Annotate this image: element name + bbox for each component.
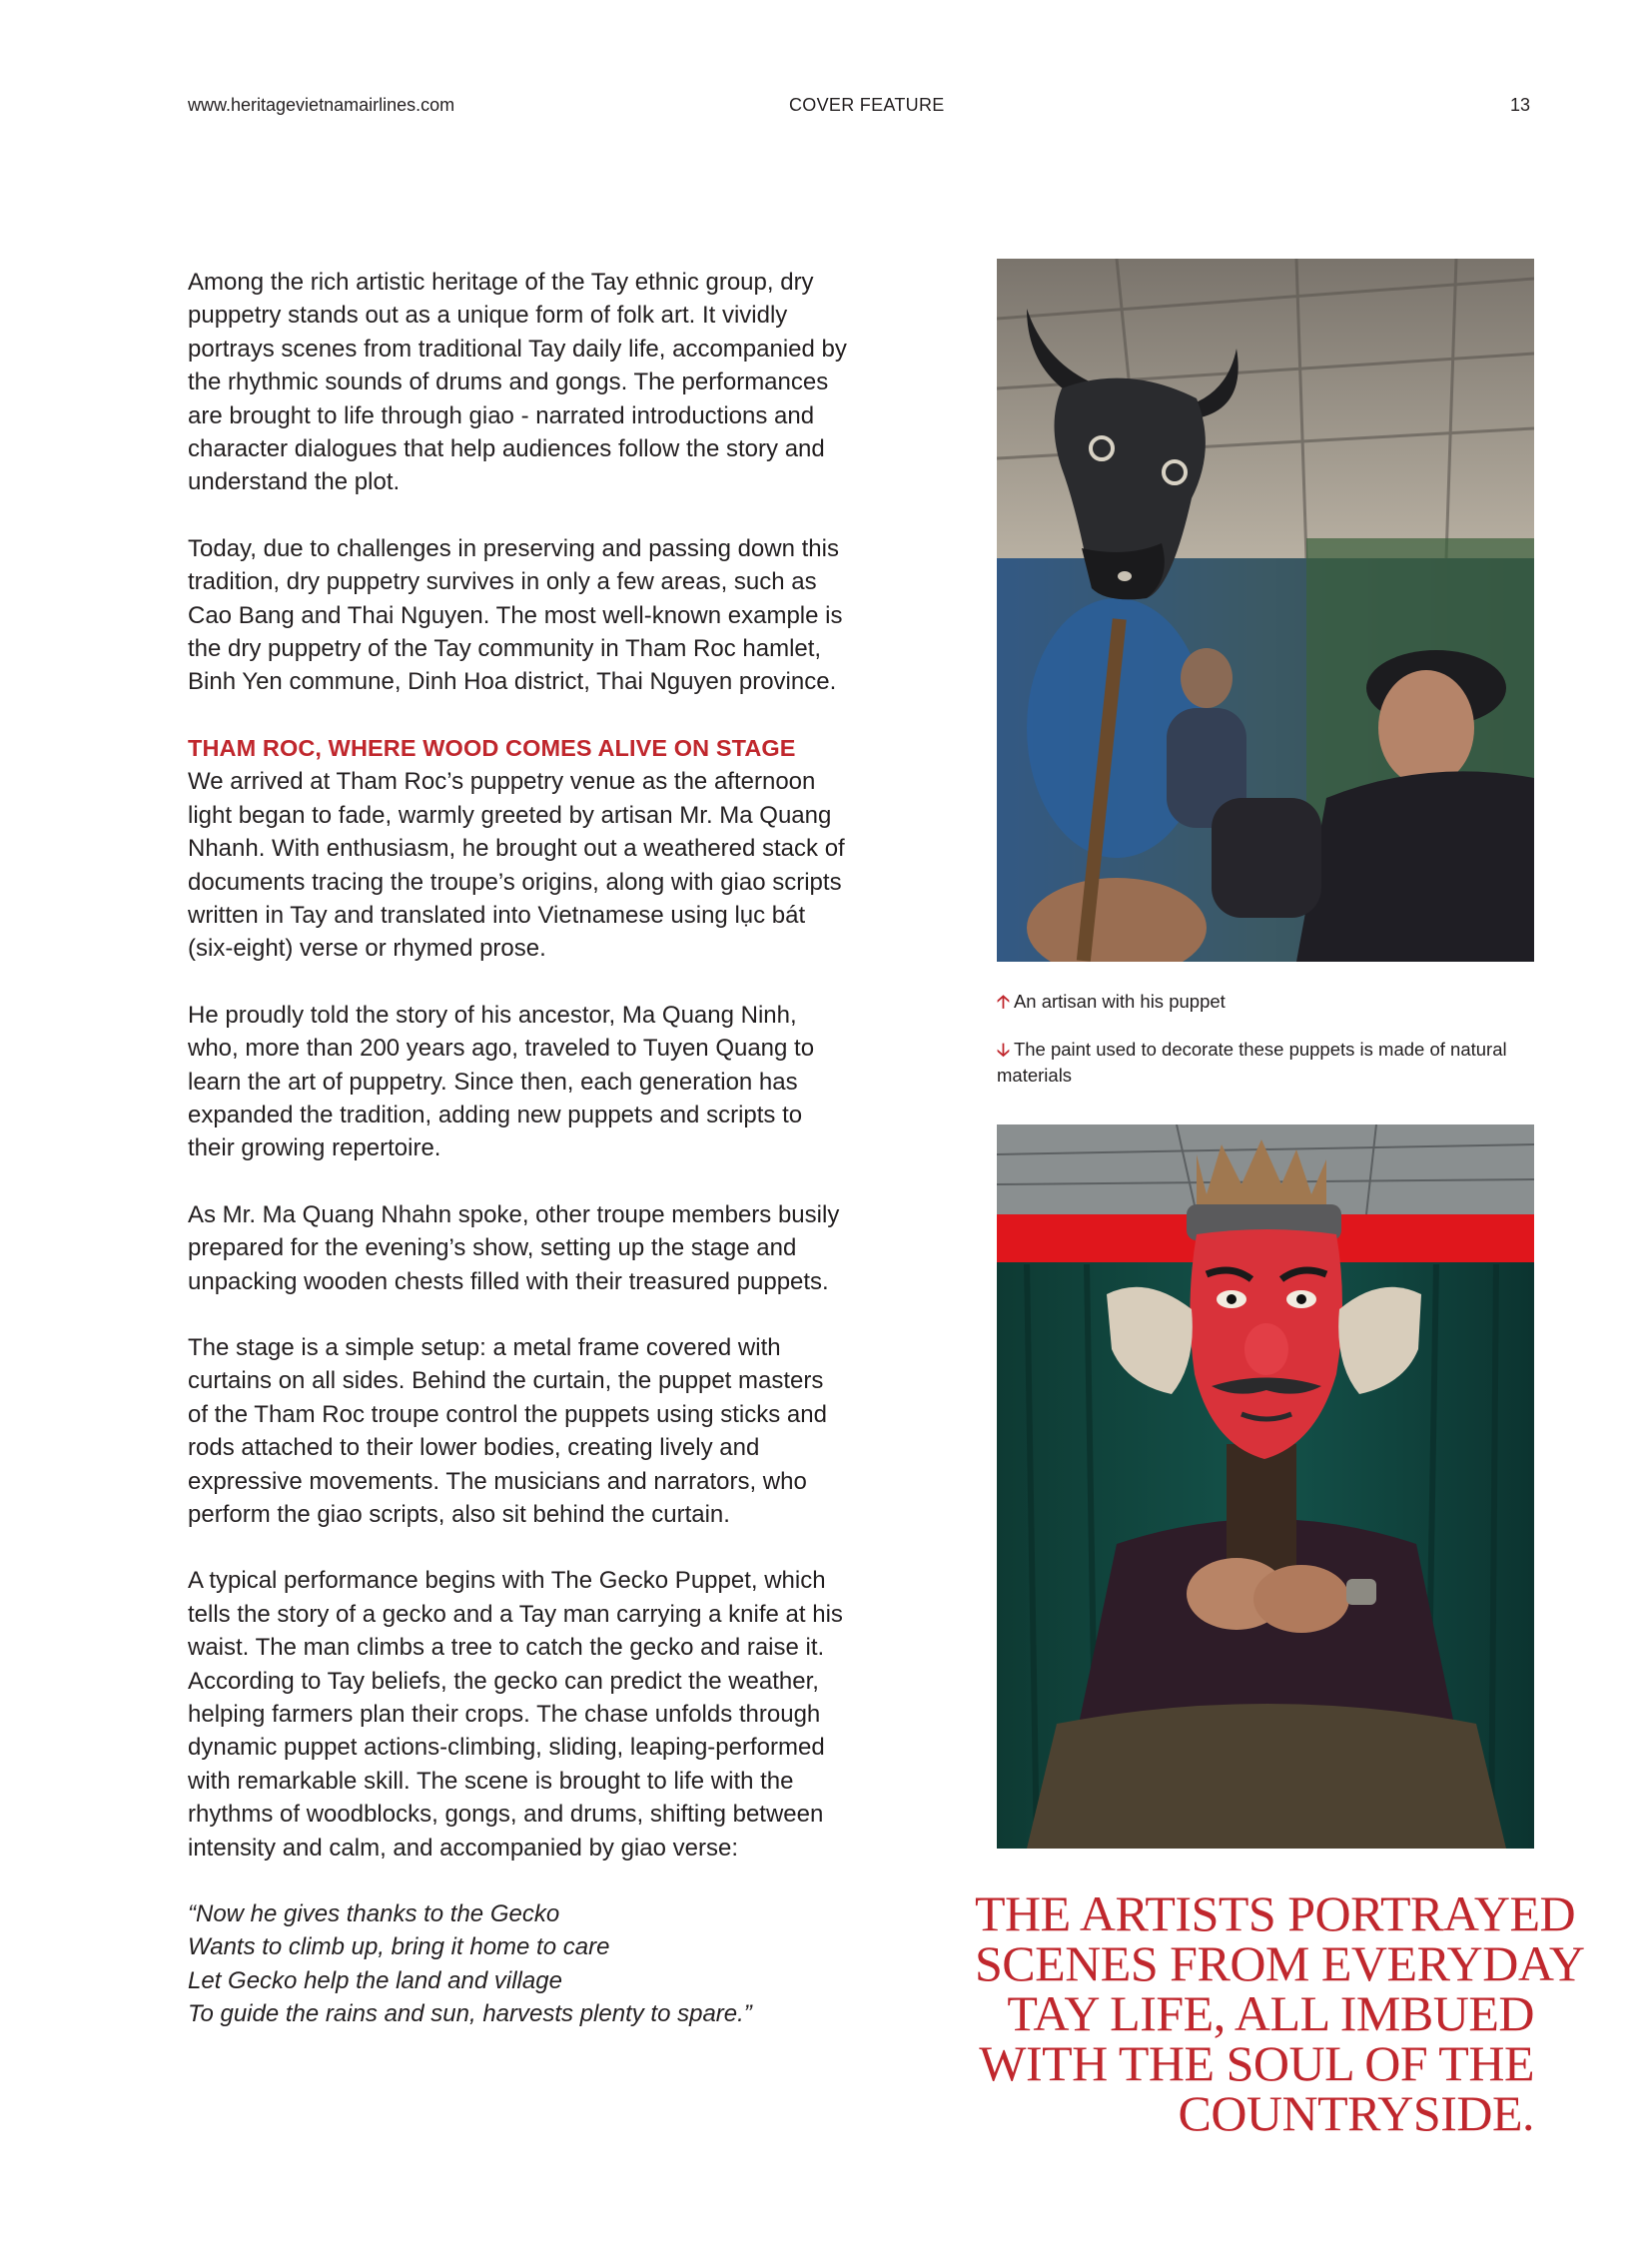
section-subheading: THAM ROC, WHERE WOOD COMES ALIVE ON STAGE [188, 734, 796, 761]
verse-line: “Now he gives thanks to the Gecko [188, 1900, 560, 1928]
pull-quote-line: TAY LIFE, ALL IMBUED [1007, 1985, 1534, 2041]
verse-line: Let Gecko help the land and village [188, 1966, 562, 1994]
caption-text: The paint used to decorate these puppets is made of natural materials [997, 1039, 1507, 1086]
pull-quote-line: COUNTRYSIDE. [1178, 2085, 1534, 2141]
paragraph-arrival: We arrived at Tham Roc’s puppetry venue as the afternoon light began to fade, warmly greeted by artisan Mr. Ma Quang Nhanh. With enthusiasm, he brought out a weathered stack of documents tracing the troupe’s origins, along with giao scripts written in Tay and translated into Vietnamese using lục bát (six-eight) verse or rhymed prose. [188, 768, 845, 963]
paragraph-intro: Among the rich artistic heritage of the Tay ethnic group, dry puppetry stands out as a unique form of folk art. It vividly portrays scenes from traditional Tay daily life, accompanied by the rhythmic sounds of drums and gongs. The performances are brought to life through giao - narrated introductions and character dialogues that help audiences follow the story and understand the plot. [188, 269, 847, 496]
arrow-down-icon: 🡣 [997, 1040, 1010, 1060]
paragraph-performance: A typical performance begins with The Gecko Puppet, which tells the story of a gecko and a Tay man carrying a knife at his waist. The man climbs a tree to catch the gecko and raise it. According to Tay beliefs, the gecko can predict the weather, helping farmers plan their crops. The chase unfolds through dynamic puppet actions-climbing, sliding, leaping-performed with remarkable skill. The scene is brought to life with the rhythms of woodblocks, gongs, and drums, shifting between intensity and calm, and accompanied by giao verse: [188, 1567, 843, 1862]
article-body [188, 266, 849, 2031]
section-label: COVER FEATURE [789, 95, 945, 115]
pull-quote [975, 1885, 1585, 2141]
arrow-up-icon: 🡡 [997, 992, 1010, 1012]
verse-line: Wants to climb up, bring it home to care [188, 1933, 610, 1961]
caption-paint [997, 1037, 1516, 1088]
caption-artisan [997, 989, 1516, 1015]
paragraph-tradition: Today, due to challenges in preserving and passing down this tradition, dry puppetry survives in only a few areas, such as Cao Bang and Thai Nguyen. The most well-known example is the dry puppetry of the Tay community in Tham Roc hamlet, Binh Yen commune, Dinh Hoa district, Thai Nguyen province. [188, 534, 843, 696]
pull-quote-line: WITH THE SOUL OF THE [979, 2035, 1534, 2091]
pull-quote-line: SCENES FROM EVERYDAY [975, 1935, 1585, 1991]
photo-captions [997, 989, 1516, 1110]
giao-verse [188, 1897, 849, 2031]
paragraph-stage: The stage is a simple setup: a metal frame covered with curtains on all sides. Behind the curtain, the puppet masters of the Tham Roc troupe control the puppets using sticks and rods attached to their lower bodies, creating lively and expressive movements. The musicians and narrators, who perform the giao scripts, also sit behind the curtain. [188, 1333, 827, 1528]
page-number: 13 [1509, 95, 1530, 115]
photo-buffalo-puppet [997, 259, 1534, 962]
section-tham-roc [188, 732, 849, 966]
pull-quote-line: THE ARTISTS PORTRAYED [975, 1885, 1576, 1941]
caption-text: An artisan with his puppet [1013, 991, 1226, 1012]
photo-red-face-puppet [997, 1124, 1534, 1849]
paragraph-ancestor: He proudly told the story of his ancestor, Ma Quang Ninh, who, more than 200 years ago, traveled to Tuyen Quang to learn the art of puppetry. Since then, each generation has expanded the tradition, adding new puppets and scripts to their growing repertoire. [188, 1001, 815, 1162]
site-url[interactable]: www.heritagevietnamairlines.com [188, 95, 455, 115]
verse-line: To guide the rains and sun, harvests plenty to spare.” [188, 2000, 752, 2028]
paragraph-preparation: As Mr. Ma Quang Nhahn spoke, other troupe members busily prepared for the evening’s show, setting up the stage and unpacking wooden chests filled with their treasured puppets. [188, 1200, 840, 1295]
